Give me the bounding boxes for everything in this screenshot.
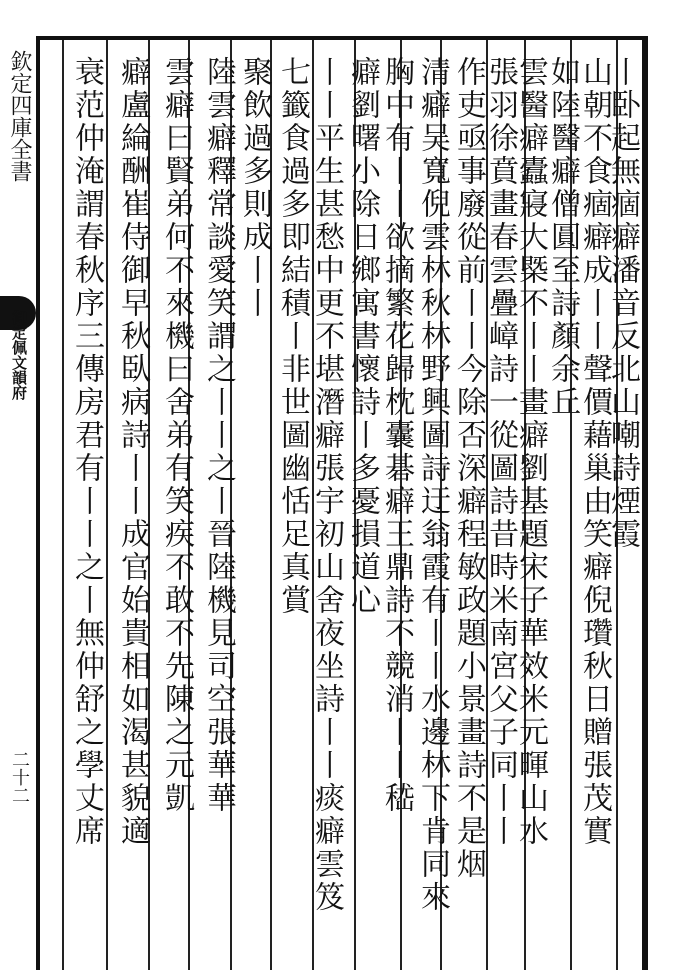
text-column: 清癖吴寬倪雲林秋林野興圖詩迂翁霞有丨丨水邊林下肯同來 <box>415 56 450 914</box>
frame-top-border <box>36 36 648 40</box>
text-column: 陸雲癖釋常談愛笑謂之丨丨之丨晉陸機見司空張華華 <box>201 56 236 815</box>
text-column: 衰范仲淹謂春秋序三傳房君有丨丨之丨無仲舒之學丈席 <box>69 56 104 848</box>
margin-title: 欽定四庫全書 <box>7 50 32 182</box>
text-column: 雲醫癖蠹寢大槩不丨丨畫癖劉基題宋子華效米元暉山水 <box>513 56 548 848</box>
text-column: 雲癖曰賢弟何不來機曰舍弟有笑疾不敢不先陳之元凱 <box>159 56 194 815</box>
text-column: 作吏亟事廢從前丨丨今除否深癖程敏政題小景畫詩不是烟 <box>451 56 486 881</box>
text-column: 聚飲過多則成丨丨 <box>237 56 272 320</box>
text-column: 七籤食過多即結積丨非世圖幽恬足真賞 <box>275 56 310 617</box>
margin-book-title: 御定佩文韻府 <box>10 310 28 400</box>
margin-page-number: 二十二 <box>9 750 30 804</box>
frame-left-border <box>36 36 40 970</box>
text-column: 如陸醫癖僧圓至詩顏余丘 <box>545 56 580 419</box>
text-column: 張羽徐賁畫春雲疊嶂詩一從圖詩昔時米南宮父子同丨丨 <box>483 56 518 848</box>
text-column: 癖劉曙小除日鄉寓書懷詩丨多憂損道心 <box>345 56 380 617</box>
text-column: 丨丨平生甚愁中更不堪潛癖張宇初山舍夜坐詩丨丨痰癖雲笈 <box>309 56 344 914</box>
text-column: 丨卧起無痼癖潘音反北山嘲詩煙霞 <box>605 56 640 551</box>
text-column: 癖盧綸酬崔侍御早秋臥病詩丨丨成官始貴相如渴甚貌適 <box>115 56 150 848</box>
text-column: 山朝不食痼癖成丨丨聲價藉巢由笑癖倪瓚秋日贈張茂實 <box>577 56 612 848</box>
text-column: 胸中有丨丨欲摘繁花歸枕囊碁癖王鼎詩不競消丨丨嵇 <box>379 56 414 815</box>
